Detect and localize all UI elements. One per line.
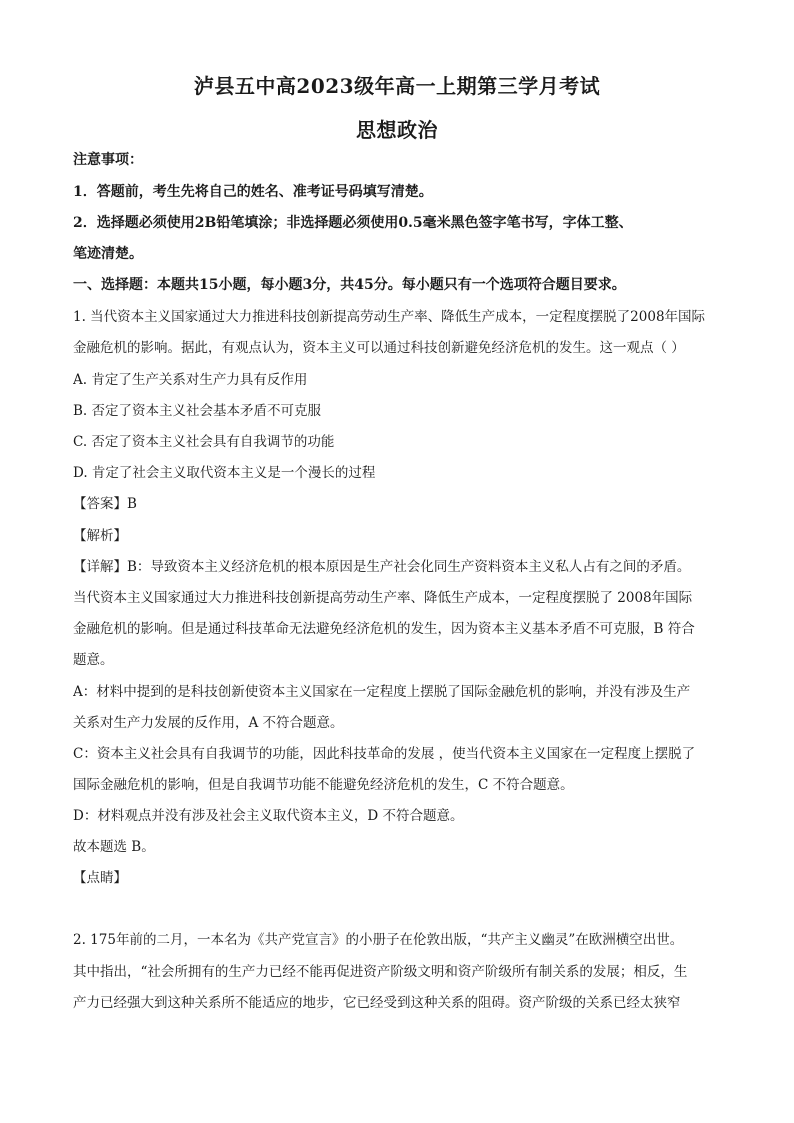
section-heading: 一、选择题：本题共15小题，每小题3分，共45分。每小题只有一个选项符合题目要求。 — [73, 277, 626, 293]
notice-item: 笔迹清楚。 — [73, 246, 143, 262]
analysis-line: 国际金融危机的影响，但是自我调节功能不能避免经济危机的发生，C 不符合题意。 — [73, 777, 574, 793]
option-a: A. 肯定了生产关系对生产力具有反作用 — [73, 372, 308, 388]
analysis-line: 故本题选 B。 — [73, 839, 155, 855]
subject-title: 思想政治 — [356, 118, 438, 142]
option-d: D. 肯定了社会主义取代资本主义是一个漫长的过程 — [73, 465, 376, 481]
option-c: C. 否定了资本主义社会具有自我调节的功能 — [73, 434, 335, 450]
point-label: 【点睛】 — [73, 870, 127, 886]
question-stem: 2. 175年前的二月，一本名为《共产党宣言》的小册子在伦敦出版，“共产主义幽灵”在欧洲横空出世。 — [73, 932, 684, 948]
question-stem: 产力已经强大到这种关系所不能适应的地步，它已经受到这种关系的阻碍。资产阶级的关系已经太狭窄 — [73, 995, 681, 1011]
analysis-line: 当代资本主义国家通过大力推进科技创新提高劳动生产率、降低生产成本，一定程度摆脱了 2008年国际 — [73, 590, 693, 606]
notice-heading: 注意事项： — [73, 152, 143, 168]
analysis-line: 题意。 — [73, 652, 114, 668]
question-stem: 1. 当代资本主义国家通过大力推进科技创新提高劳动生产率、降低生产成本，一定程度摆脱了2008年国际 — [73, 309, 706, 325]
analysis-label: 【解析】 — [73, 528, 127, 544]
notice-item: 1．答题前，考生先将自己的姓名、准考证号码填写清楚。 — [73, 184, 433, 200]
answer-label: 【答案】B — [73, 496, 137, 512]
notice-item: 2．选择题必须使用2B铅笔填涂；非选择题必须使用0.5毫米黑色签字笔书写，字体工整、 — [73, 215, 633, 231]
option-b: B. 否定了资本主义社会基本矛盾不可克服 — [73, 403, 322, 419]
analysis-line: 【详解】B：导致资本主义经济危机的根本原因是生产社会化同生产资料资本主义私人占有之间的矛盾。 — [73, 559, 691, 575]
analysis-line: 关系对生产力发展的反作用，A 不符合题意。 — [73, 715, 344, 731]
analysis-line: A：材料中提到的是科技创新使资本主义国家在一定程度上摆脱了国际金融危机的影响，并没有涉及生产 — [73, 684, 691, 700]
exam-title: 泸县五中高2023级年高一上期第三学月考试 — [193, 74, 601, 98]
analysis-line: C：资本主义社会具有自我调节的功能，因此科技革命的发展 ，使当代资本主义国家在一定程度上摆脱了 — [73, 746, 696, 762]
question-stem: 金融危机的影响。据此，有观点认为，资本主义可以通过科技创新避免经济危机的发生。这一观点（ ） — [73, 340, 685, 356]
analysis-line: 金融危机的影响。但是通过科技革命无法避免经济危机的发生，因为资本主义基本矛盾不可克服，B 符合 — [73, 621, 695, 637]
analysis-line: D：材料观点并没有涉及社会主义取代资本主义，D 不符合题意。 — [73, 808, 464, 824]
question-stem: 其中指出，“社会所拥有的生产力已经不能再促进资产阶级文明和资产阶级所有制关系的发展；相反，生 — [73, 964, 688, 980]
